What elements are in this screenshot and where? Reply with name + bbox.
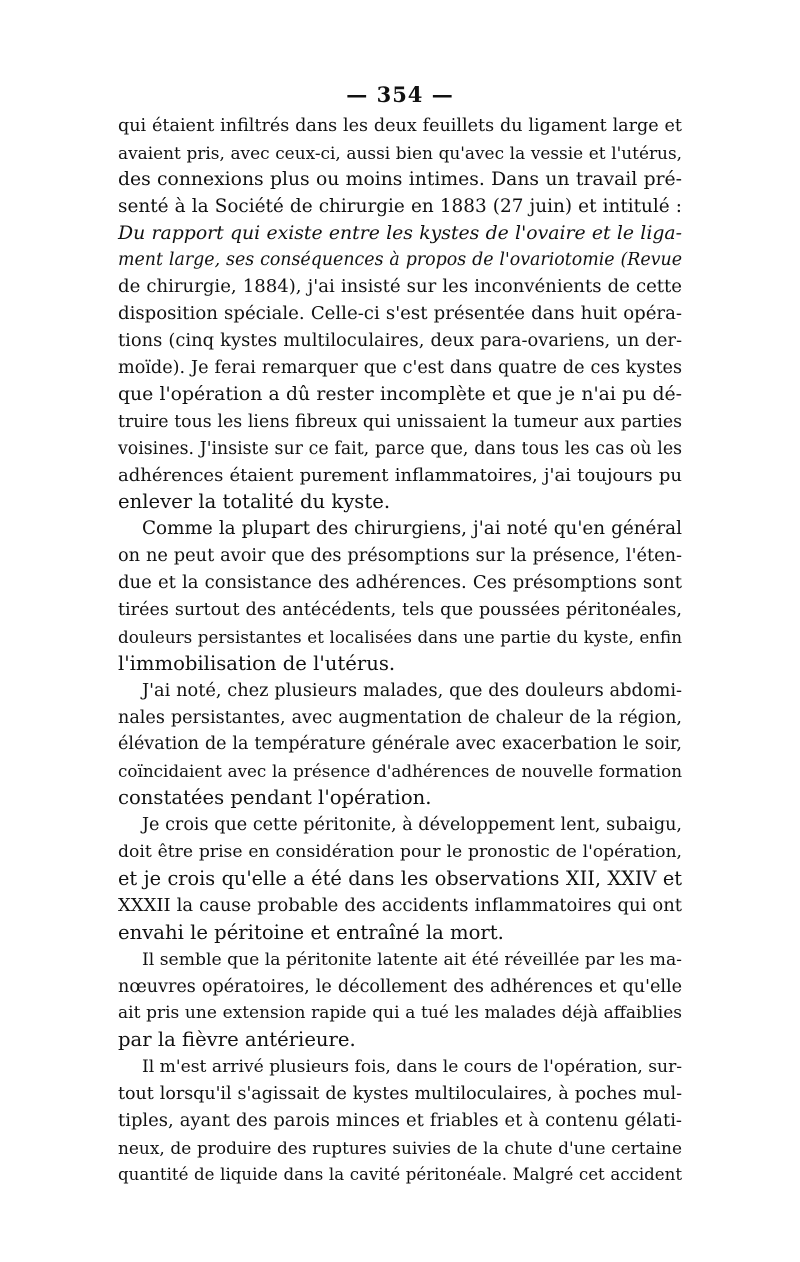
- text-line: tions (cinq kystes multiloculaires, deux para-ovariens, un der-: [118, 330, 682, 352]
- text-line: Il semble que la péritonite latente ait été réveillée par les ma-: [142, 949, 682, 970]
- text-line: XXXII la cause probable des accidents inflammatoires qui ont: [118, 894, 682, 916]
- text-line: Il m'est arrivé plusieurs fois, dans le cours de l'opération, sur-: [142, 1057, 683, 1078]
- text-line: doit être prise en considération pour le pronostic de l'opération,: [118, 842, 682, 863]
- text-line: nales persistantes, avec augmentation de chaleur de la région,: [118, 707, 682, 728]
- text-line: tiples, ayant des parois minces et friables et à contenu gélati-: [118, 1109, 682, 1131]
- body-text: [118, 113, 682, 1189]
- text-line: Je crois que cette péritonite, à développement lent, subaigu,: [142, 815, 682, 836]
- text-line: qui étaient infiltrés dans les deux feuillets du ligament large et: [118, 116, 682, 136]
- text-line: ment large, ses conséquences à propos de l'ovariotomie (Revue: [118, 250, 682, 271]
- paragraph: [118, 947, 682, 1055]
- text-line: tirées surtout des antécédents, tels que poussées péritonéales,: [118, 600, 682, 621]
- text-line: voisines. J'insiste sur ce fait, parce que, dans tous les cas où les: [118, 438, 682, 459]
- text-line: avaient pris, avec ceux-ci, aussi bien qu'avec la vessie et l'utérus,: [118, 142, 682, 163]
- text-line: disposition spéciale. Celle-ci s'est présentée dans huit opéra-: [118, 303, 682, 325]
- paragraph: [118, 678, 682, 812]
- paragraph: [118, 516, 682, 677]
- text-line: nœuvres opératoires, le décollement des adhérences et qu'elle: [118, 976, 682, 997]
- text-line: enlever la totalité du kyste.: [118, 490, 391, 514]
- text-line: coïncidaient avec la présence d'adhérences de nouvelle formation: [118, 761, 682, 782]
- text-line: de chirurgie, 1884), j'ai insisté sur les inconvénients de cette: [118, 276, 682, 298]
- text-line: truire tous les liens fibreux qui unissaient la tumeur aux parties: [118, 411, 682, 432]
- text-line: douleurs persistantes et localisées dans une partie du kyste, enfin: [118, 626, 682, 647]
- text-line: par la fièvre antérieure.: [118, 1028, 356, 1052]
- text-line: l'immobilisation de l'utérus.: [118, 651, 396, 675]
- page-number: — 354 —: [346, 82, 454, 107]
- text-line: senté à la Société de chirurgie en 1883 (27 juin) et intitulé :: [118, 195, 682, 217]
- text-line: ait pris une extension rapide qui a tué les malades déjà affaiblies: [118, 1003, 682, 1024]
- text-line: on ne peut avoir que des présomptions sur la présence, l'éten-: [118, 546, 682, 567]
- text-line: et je crois qu'elle a été dans les observations XII, XXIV et: [118, 866, 682, 890]
- text-line: envahi le péritoine et entraîné la mort.: [118, 920, 504, 944]
- paragraph: [118, 1054, 682, 1188]
- text-line: des connexions plus ou moins intimes. Dans un travail pré-: [118, 168, 682, 190]
- text-line: élévation de la température générale avec exacerbation le soir,: [118, 734, 682, 755]
- text-line: moïde). Je ferai remarquer que c'est dans quatre de ces kystes: [118, 358, 682, 379]
- text-line: adhérences étaient purement inflammatoires, j'ai toujours pu: [118, 464, 682, 486]
- paragraph: [118, 812, 682, 946]
- text-line: Du rapport qui existe entre les kystes de l'ovaire et le liga-: [118, 222, 682, 244]
- text-line: constatées pendant l'opération.: [118, 786, 432, 810]
- text-line: due et la consistance des adhérences. Ces présomptions sont: [118, 572, 682, 594]
- paragraph: [118, 113, 682, 516]
- text-line: que l'opération a dû rester incomplète et que je n'ai pu dé-: [118, 383, 682, 405]
- text-line: quantité de liquide dans la cavité péritonéale. Malgré cet accident: [118, 1164, 682, 1184]
- text-line: J'ai noté, chez plusieurs malades, que des douleurs abdomi-: [142, 680, 682, 701]
- text-line: neux, de produire des ruptures suivies de la chute d'une certaine: [118, 1137, 682, 1158]
- text-line: tout lorsqu'il s'agissait de kystes multiloculaires, à poches mul-: [118, 1084, 682, 1105]
- text-line: Comme la plupart des chirurgiens, j'ai noté qu'en général: [142, 518, 682, 540]
